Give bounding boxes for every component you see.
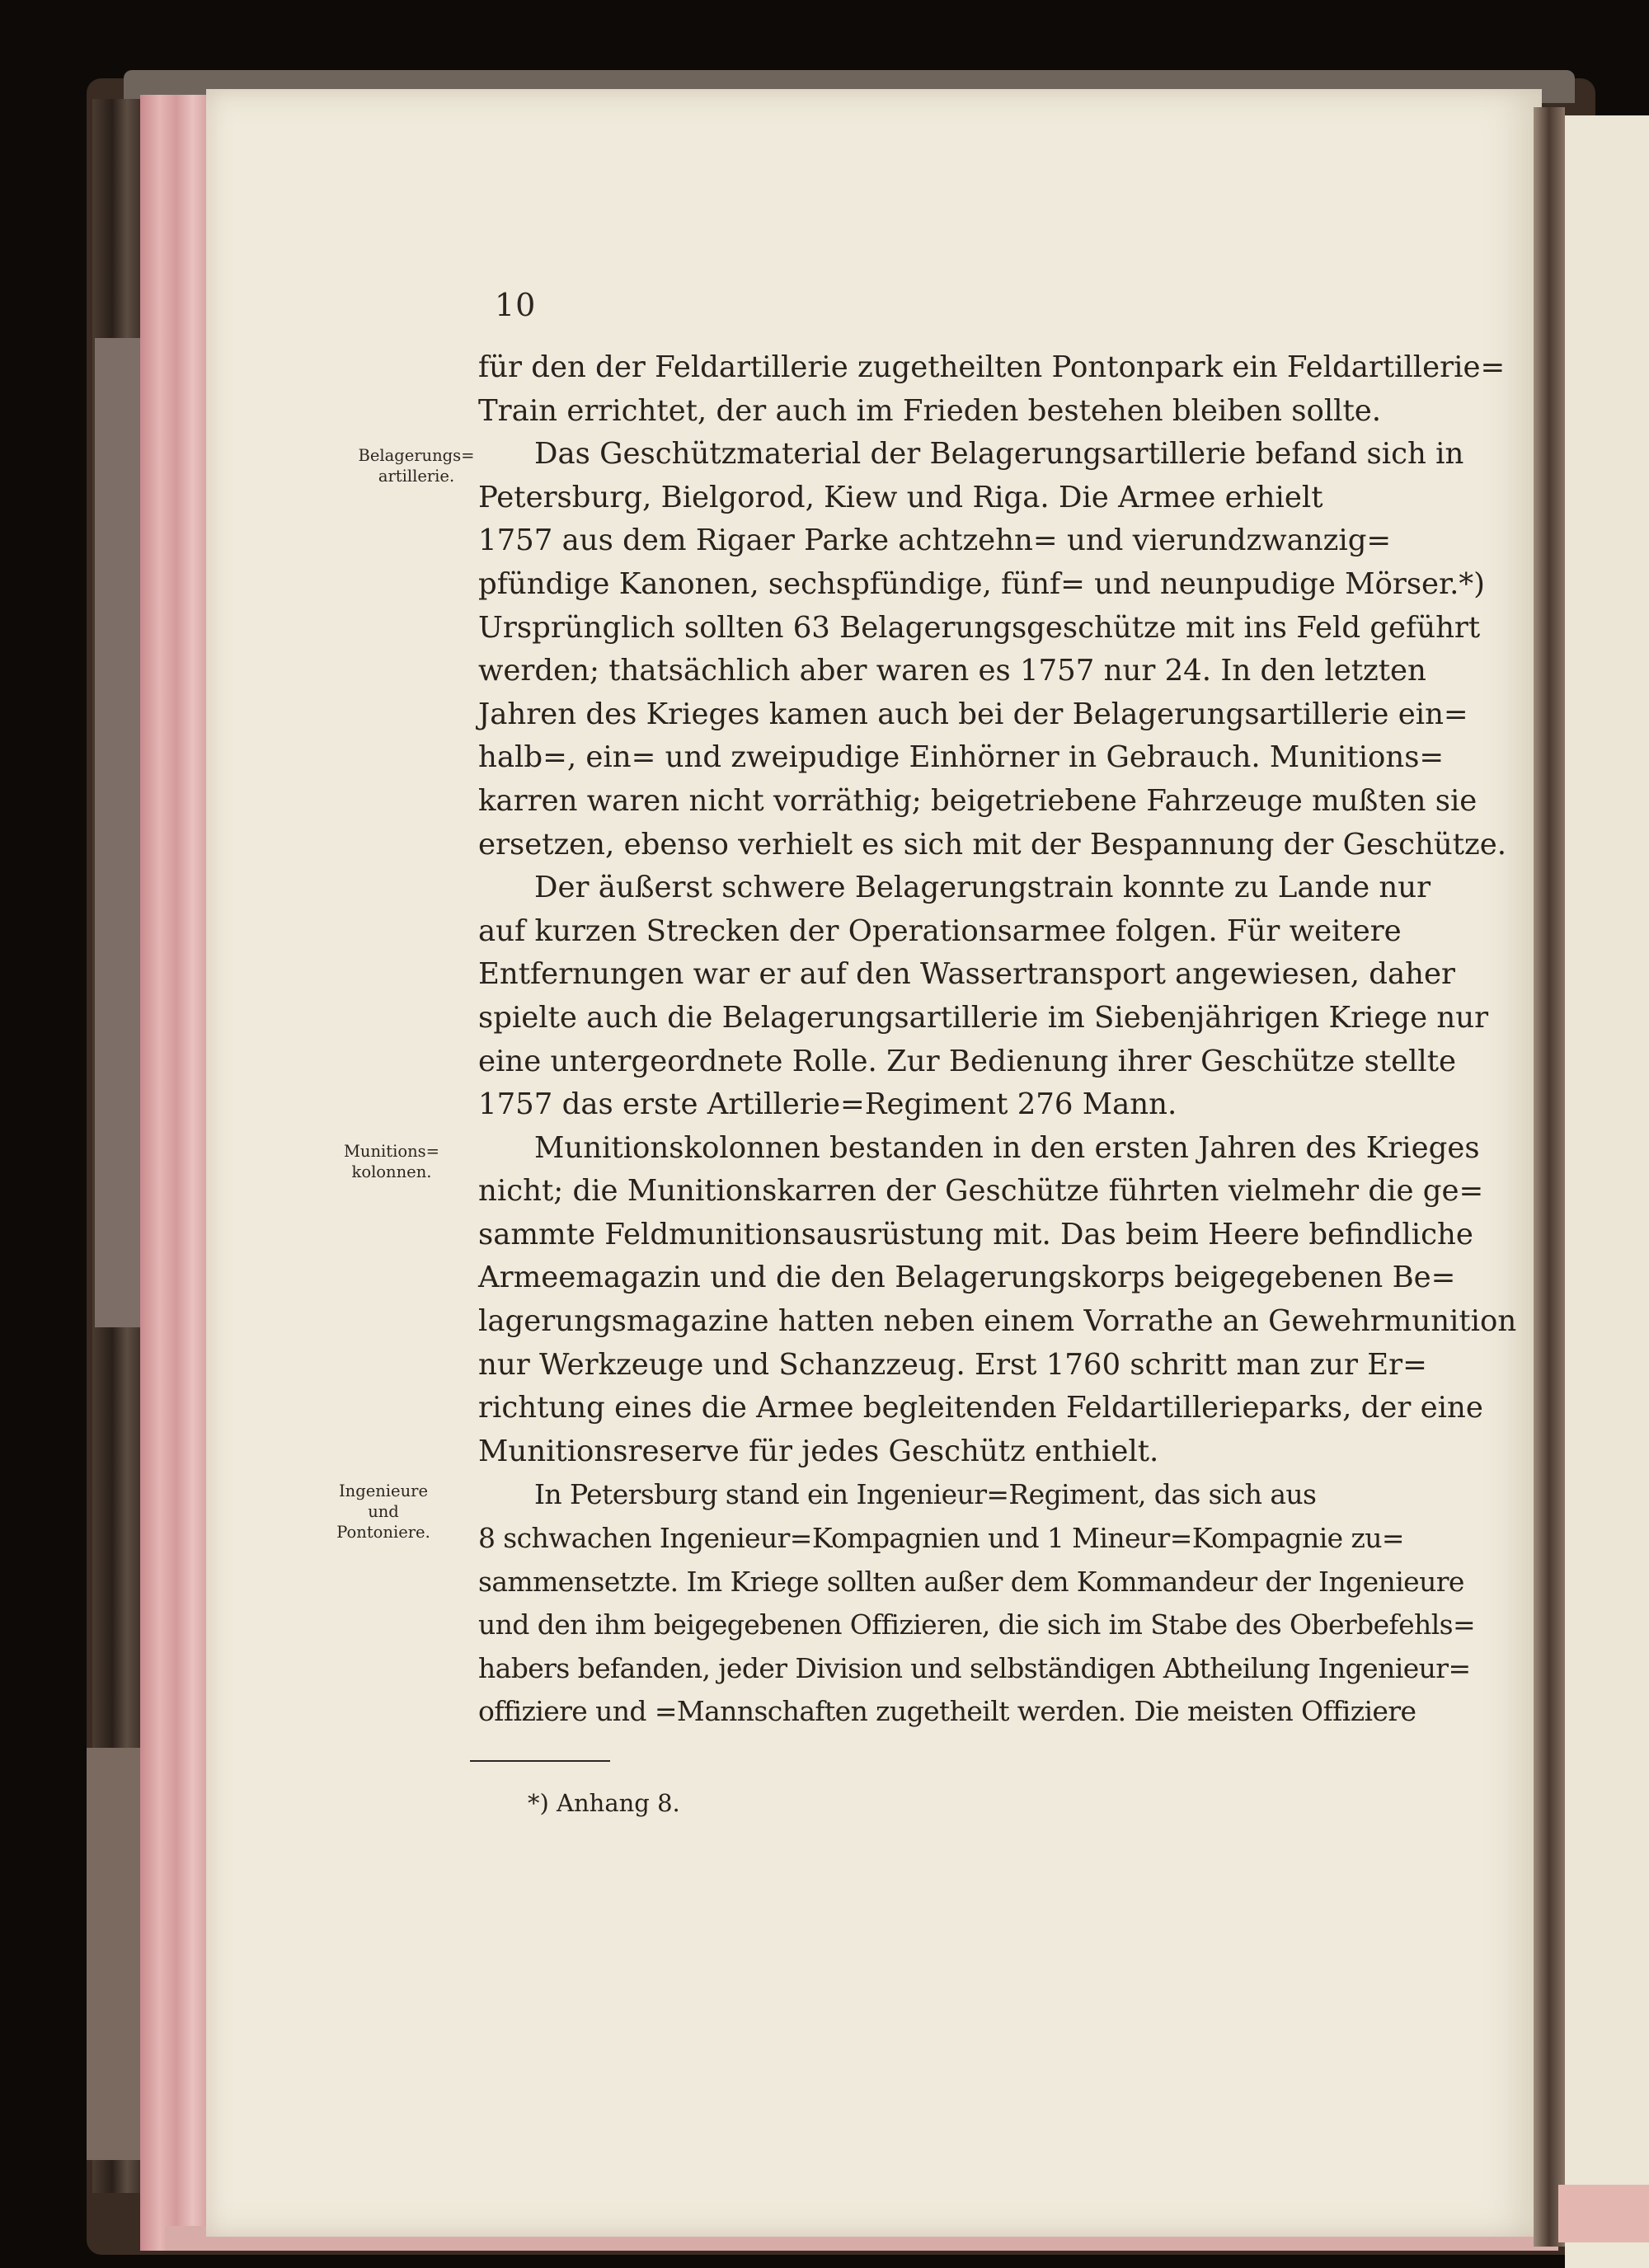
- text-line: und den ihm beigegebenen Offizieren, die sich im Stabe des Oberbefehls=: [478, 1608, 1476, 1641]
- text-line: Petersburg, Bielgorod, Kiew und Riga. Die Armee erhielt: [478, 480, 1323, 514]
- margin-note-line: Belagerungs=: [358, 446, 475, 465]
- text-line: Jahren des Krieges kamen auch bei der Belagerungsartillerie ein=: [478, 697, 1468, 731]
- paragraph-4: [478, 1127, 1517, 1474]
- margin-note-line: Munitions=: [343, 1142, 440, 1161]
- margin-note-line: Pontoniere.: [336, 1523, 430, 1542]
- paragraph-1: [478, 346, 1506, 433]
- text-line: sammensetzte. Im Kriege sollten außer dem Kommandeur der Ingenieure: [478, 1565, 1464, 1598]
- text-line: werden; thatsächlich aber waren es 1757 nur 24. In den letzten: [478, 654, 1426, 688]
- page-edges-left: [140, 95, 206, 2251]
- margin-note-ingenieure-pontoniere: [322, 1481, 445, 1543]
- text-line: Train errichtet, der auch im Frieden bestehen bleiben sollte.: [478, 393, 1382, 428]
- text-line: Entfernungen war er auf den Wassertransport angewiesen, daher: [478, 957, 1456, 992]
- margin-note-line: artillerie.: [378, 467, 455, 486]
- margin-note-munitionskolonnen: [330, 1141, 453, 1182]
- text-line: 1757 das erste Artillerie=Regiment 276 Mann.: [478, 1087, 1177, 1122]
- footnote-separator: [470, 1760, 610, 1762]
- text-line: für den der Feldartillerie zugetheilten Pontonpark ein Feldartillerie=: [478, 350, 1506, 384]
- text-line: Der äußerst schwere Belagerungstrain konnte zu Lande nur: [534, 871, 1431, 905]
- text-line: offiziere und =Mannschaften zugetheilt werden. Die meisten Offiziere: [478, 1695, 1416, 1728]
- text-line: nicht; die Munitionskarren der Geschütze führten vielmehr die ge=: [478, 1174, 1484, 1209]
- text-line: In Petersburg stand ein Ingenieur=Regiment, das sich aus: [534, 1478, 1317, 1511]
- text-line: richtung eines die Armee begleitenden Feldartillerieparks, der eine: [478, 1391, 1483, 1425]
- text-line: 1757 aus dem Rigaer Parke achtzehn= und vierundzwanzig=: [478, 524, 1392, 558]
- text-line: Armeemagazin und die den Belagerungskorps beigegebenen Be=: [478, 1261, 1456, 1295]
- text-line: Das Geschützmaterial der Belagerungsartillerie befand sich in: [534, 437, 1464, 472]
- right-page: [1565, 115, 1649, 2268]
- margin-note-line: kolonnen.: [351, 1162, 432, 1181]
- book-gutter: [1534, 107, 1565, 2247]
- paragraph-2: [478, 433, 1507, 866]
- text-line: sammte Feldmunitionsausrüstung mit. Das beim Heere befindliche: [478, 1217, 1473, 1251]
- text-line: halb=, ein= und zweipudige Einhörner in Gebrauch. Munitions=: [478, 740, 1445, 775]
- text-line: Ursprünglich sollten 63 Belagerungsgeschütze mit ins Feld geführt: [478, 610, 1481, 645]
- text-line: eine untergeordnete Rolle. Zur Bedienung ihrer Geschütze stellte: [478, 1044, 1457, 1078]
- paragraph-3: [478, 866, 1489, 1127]
- page-number: 10: [495, 287, 537, 323]
- text-line: spielte auch die Belagerungsartillerie im Siebenjährigen Kriege nur: [478, 1000, 1489, 1035]
- text-line: pfündige Kanonen, sechspfündige, fünf= und neunpudige Mörser.*): [478, 566, 1486, 601]
- footnote: *) Anhang 8.: [528, 1789, 680, 1817]
- text-line: Munitionskolonnen bestanden in den ersten Jahren des Krieges: [534, 1130, 1480, 1165]
- margin-note-belagerungsartillerie: [355, 445, 478, 486]
- text-line: 8 schwachen Ingenieur=Kompagnien und 1 Mineur=Kompagnie zu=: [478, 1522, 1404, 1555]
- text-line: karren waren nicht vorräthig; beigetriebene Fahrzeuge mußten sie: [478, 783, 1478, 818]
- text-line: habers befanden, jeder Division und selbständigen Abtheilung Ingenieur=: [478, 1651, 1471, 1684]
- body-text: [478, 346, 1517, 1734]
- text-line: nur Werkzeuge und Schanzzeug. Erst 1760 schritt man zur Er=: [478, 1347, 1427, 1382]
- text-line: auf kurzen Strecken der Operationsarmee folgen. Für weitere: [478, 913, 1402, 948]
- text-line: ersetzen, ebenso verhielt es sich mit der Bespannung der Geschütze.: [478, 827, 1507, 862]
- margin-note-line: Ingenieure und: [338, 1481, 429, 1521]
- text-line: lagerungsmagazine hatten neben einem Vorrathe an Gewehrmunition: [478, 1304, 1517, 1339]
- cover-cloth-left: [95, 338, 140, 1327]
- text-line: Munitionsreserve für jedes Geschütz enthielt.: [478, 1434, 1159, 1468]
- paragraph-5: [478, 1473, 1476, 1734]
- right-page-edge: [1558, 2185, 1649, 2242]
